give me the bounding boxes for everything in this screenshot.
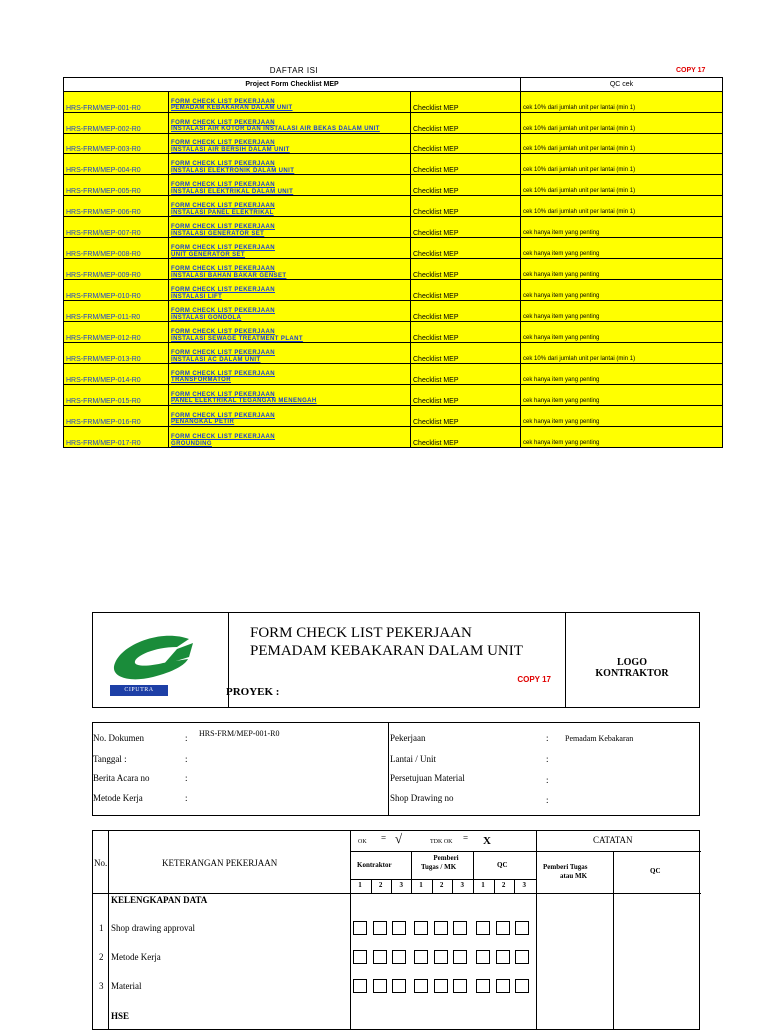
catatan-header: CATATAN — [593, 835, 633, 845]
berita-acara-colon: : — [185, 773, 188, 783]
toc-form-line1: FORM CHECK LIST PEKERJAAN — [171, 350, 276, 357]
toc-doc-code[interactable]: HRS-FRM/MEP-008-R0 — [64, 238, 169, 259]
toc-doc-code[interactable]: HRS-FRM/MEP-012-R0 — [64, 322, 169, 343]
toc-doc-code[interactable]: HRS-FRM/MEP-002-R0 — [64, 112, 169, 133]
no-dokumen-colon: : — [185, 733, 188, 743]
tdk-ok-label: TDK OK — [430, 839, 453, 845]
check-box[interactable] — [476, 950, 490, 964]
ok-label: OK — [358, 839, 367, 845]
toc-doc-code[interactable]: HRS-FRM/MEP-013-R0 — [64, 343, 169, 364]
check-box[interactable] — [515, 950, 529, 964]
toc-form-line1: FORM CHECK LIST PEKERJAAN — [171, 98, 276, 105]
logo-kontraktor-line2: KONTRAKTOR — [595, 668, 669, 679]
pekerjaan-label: Pekerjaan — [390, 733, 426, 743]
toc-form-line2: PENANGKAL PETIR — [171, 419, 235, 426]
check-box[interactable] — [515, 979, 529, 993]
logo-kontraktor-line1: LOGO — [616, 657, 647, 668]
pekerjaan-value: Pemadam Kebakaran — [565, 734, 634, 743]
toc-title: DAFTAR ISI — [269, 66, 319, 75]
ok-eq: = — [381, 833, 387, 843]
check-box[interactable] — [496, 979, 510, 993]
toc-qc-note: cek hanya item yang penting — [521, 384, 723, 405]
check-box[interactable] — [353, 979, 367, 993]
toc-form-line2: GROUNDING — [171, 440, 212, 447]
toc-category: Checklist MEP — [411, 405, 521, 426]
toc-row — [64, 238, 723, 259]
check-box[interactable] — [453, 950, 467, 964]
toc-category: Checklist MEP — [411, 301, 521, 322]
toc-form-line1: FORM CHECK LIST PEKERJAAN — [171, 182, 276, 189]
grid-line — [613, 851, 614, 1029]
item-label: Material — [111, 981, 142, 991]
toc-category: Checklist MEP — [411, 112, 521, 133]
berita-acara-label: Berita Acara no — [93, 773, 150, 783]
toc-qc-note: cek 10% dari jumlah unit per lantai (min 1) — [521, 196, 723, 217]
persetujuan-material-colon: : — [546, 775, 549, 785]
toc-form-link[interactable] — [169, 154, 411, 175]
kontraktor-header: Kontraktor — [357, 861, 392, 869]
toc-form-line1: FORM CHECK LIST PEKERJAAN — [171, 203, 276, 210]
toc-qc-note: cek hanya item yang penting — [521, 364, 723, 385]
grid-line — [452, 879, 453, 893]
form-title-line1: FORM CHECK LIST PEKERJAAN — [250, 625, 472, 641]
toc-doc-code[interactable]: HRS-FRM/MEP-009-R0 — [64, 259, 169, 280]
document-info-box — [92, 722, 700, 816]
sub-number: 3 — [399, 881, 403, 889]
sub-number: 2 — [501, 881, 506, 889]
toc-table — [63, 77, 723, 448]
toc-doc-code[interactable]: HRS-FRM/MEP-003-R0 — [64, 133, 169, 154]
sub-number: 3 — [460, 881, 464, 889]
grid-line — [494, 879, 495, 893]
toc-qc-note: cek 10% dari jumlah unit per lantai (min 1) — [521, 343, 723, 364]
toc-form-line2: INSTALASI GENERATOR SET — [171, 230, 265, 237]
check-box[interactable] — [414, 979, 428, 993]
toc-form-line2: INSTALASI SEWAGE TREATMENT PLANT — [171, 335, 303, 342]
toc-form-line1: FORM CHECK LIST PEKERJAAN — [171, 287, 276, 294]
toc-form-link[interactable] — [169, 426, 411, 447]
toc-form-link[interactable] — [169, 343, 411, 364]
toc-row — [64, 280, 723, 301]
toc-category: Checklist MEP — [411, 217, 521, 238]
toc-qc-note: cek hanya item yang penting — [521, 238, 723, 259]
catatan-pemberi-line2: atau MK — [560, 872, 588, 880]
toc-row — [64, 322, 723, 343]
toc-form-line2: INSTALASI AC DALAM UNIT — [171, 356, 261, 363]
check-box[interactable] — [496, 950, 510, 964]
toc-form-link[interactable] — [169, 238, 411, 259]
toc-category: Checklist MEP — [411, 364, 521, 385]
toc-qc-note: cek hanya item yang penting — [521, 259, 723, 280]
toc-doc-code[interactable]: HRS-FRM/MEP-016-R0 — [64, 405, 169, 426]
toc-qc-note: cek hanya item yang penting — [521, 405, 723, 426]
toc-header-row — [64, 78, 723, 92]
toc-form-line1: FORM CHECK LIST PEKERJAAN — [171, 140, 276, 147]
pemberi-tugas-line2: Tugas / MK — [421, 863, 457, 871]
toc-category: Checklist MEP — [411, 384, 521, 405]
sub-number: 2 — [378, 881, 383, 889]
toc-row — [64, 343, 723, 364]
check-box[interactable] — [496, 921, 510, 935]
checklist-table — [92, 830, 700, 1030]
toc-row — [64, 384, 723, 405]
info-divider — [388, 723, 389, 815]
toc-row — [64, 133, 723, 154]
pekerjaan-colon: : — [546, 733, 549, 743]
grid-line — [350, 879, 536, 880]
no-dokumen-value: HRS-FRM/MEP-001-R0 — [199, 729, 280, 738]
sub-number: 1 — [419, 881, 423, 889]
toc-doc-code[interactable]: HRS-FRM/MEP-014-R0 — [64, 364, 169, 385]
pemberi-tugas-line1: Pemberi — [433, 854, 459, 862]
grid-line — [391, 879, 392, 893]
toc-form-line1: FORM CHECK LIST PEKERJAAN — [171, 161, 276, 168]
sub-number: 2 — [439, 881, 444, 889]
item-number: 2 — [99, 952, 104, 962]
shop-drawing-label: Shop Drawing no — [390, 793, 454, 803]
form-header — [92, 612, 700, 708]
check-box[interactable] — [353, 950, 367, 964]
lantai-unit-label: Lantai / Unit — [390, 754, 436, 764]
company-logo-cell — [93, 613, 229, 707]
toc-form-line1: FORM CHECK LIST PEKERJAAN — [171, 329, 276, 336]
grid-line — [432, 879, 433, 893]
toc-row — [64, 426, 723, 447]
grid-line — [411, 851, 412, 893]
toc-category: Checklist MEP — [411, 154, 521, 175]
toc-qc-note: cek hanya item yang penting — [521, 217, 723, 238]
check-box[interactable] — [414, 950, 428, 964]
toc-form-link[interactable] — [169, 217, 411, 238]
catatan-pemberi-line1: Pemberi Tugas — [543, 863, 588, 871]
check-box[interactable] — [373, 950, 387, 964]
toc-doc-code[interactable]: HRS-FRM/MEP-017-R0 — [64, 426, 169, 447]
grid-line — [350, 851, 536, 852]
check-box[interactable] — [373, 921, 387, 935]
check-box[interactable] — [392, 921, 406, 935]
toc-header-qc: QC cek — [521, 78, 723, 92]
tdk-ok-eq: = — [463, 833, 469, 843]
toc-form-line2: TRANSFORMATOR — [171, 377, 231, 384]
catatan-qc-header: QC — [650, 867, 661, 875]
form-title-cell — [228, 613, 566, 707]
toc-category: Checklist MEP — [411, 322, 521, 343]
toc-doc-code[interactable]: HRS-FRM/MEP-004-R0 — [64, 154, 169, 175]
logo-kontraktor-cell — [565, 613, 699, 707]
persetujuan-material-label: Persetujuan Material — [390, 773, 465, 783]
keterangan-header: KETERANGAN PEKERJAAN — [162, 858, 278, 868]
toc-category: Checklist MEP — [411, 175, 521, 196]
form-title-line2: PEMADAM KEBAKARAN DALAM UNIT — [250, 643, 523, 659]
toc-form-line1: FORM CHECK LIST PEKERJAAN — [171, 224, 276, 231]
metode-kerja-colon: : — [185, 793, 188, 803]
grid-line — [93, 893, 701, 894]
toc-category: Checklist MEP — [411, 280, 521, 301]
item-number: 1 — [99, 923, 104, 933]
item-label: Metode Kerja — [111, 952, 161, 962]
toc-row — [64, 301, 723, 322]
check-box[interactable] — [434, 979, 448, 993]
toc-form-line1: FORM CHECK LIST PEKERJAAN — [171, 434, 276, 440]
grid-line — [514, 879, 515, 893]
grid-line — [536, 831, 537, 1029]
check-box[interactable] — [515, 921, 529, 935]
grid-line — [473, 851, 474, 893]
toc-form-link[interactable] — [169, 301, 411, 322]
toc-form-link[interactable] — [169, 322, 411, 343]
sub-number: 1 — [481, 881, 485, 889]
toc-category: Checklist MEP — [411, 196, 521, 217]
tdk-ok-x-symbol: X — [483, 835, 491, 847]
toc-form-link[interactable] — [169, 384, 411, 405]
toc-form-link[interactable] — [169, 364, 411, 385]
toc-qc-note: cek 10% dari jumlah unit per lantai (min 1) — [521, 154, 723, 175]
metode-kerja-label: Metode Kerja — [93, 793, 143, 803]
ok-check-symbol: √ — [395, 831, 403, 846]
sub-number: 3 — [522, 881, 526, 889]
toc-category: Checklist MEP — [411, 259, 521, 280]
toc-form-link[interactable] — [169, 405, 411, 426]
toc-copy-label: COPY 17 — [676, 67, 706, 74]
check-box[interactable] — [434, 950, 448, 964]
check-box[interactable] — [453, 979, 467, 993]
section-kelengkapan-data: KELENGKAPAN DATA — [111, 895, 208, 905]
toc-qc-note: cek 10% dari jumlah unit per lantai (min 1) — [521, 112, 723, 133]
toc-doc-code[interactable]: HRS-FRM/MEP-006-R0 — [64, 196, 169, 217]
toc-category: Checklist MEP — [411, 426, 521, 447]
toc-category: Checklist MEP — [411, 133, 521, 154]
check-box[interactable] — [414, 921, 428, 935]
toc-doc-code[interactable]: HRS-FRM/MEP-007-R0 — [64, 217, 169, 238]
toc-qc-note: cek 10% dari jumlah unit per lantai (min 1) — [521, 175, 723, 196]
toc-doc-code[interactable]: HRS-FRM/MEP-005-R0 — [64, 175, 169, 196]
toc-qc-note: cek hanya item yang penting — [521, 280, 723, 301]
check-box[interactable] — [373, 979, 387, 993]
no-header: No. — [94, 858, 108, 868]
toc-form-link[interactable] — [169, 133, 411, 154]
item-number: 3 — [99, 981, 104, 991]
check-box[interactable] — [392, 950, 406, 964]
toc-form-line1: FORM CHECK LIST PEKERJAAN — [171, 308, 276, 315]
check-box[interactable] — [453, 921, 467, 935]
toc-form-line2: UNIT GENERATOR SET — [171, 251, 245, 258]
toc-doc-code[interactable]: HRS-FRM/MEP-015-R0 — [64, 384, 169, 405]
toc-row — [64, 112, 723, 133]
toc-form-line2: PANEL ELEKTRIKAL TEGANGAN MENENGAH — [171, 398, 317, 405]
toc-row — [64, 196, 723, 217]
toc-qc-note: cek 10% dari jumlah unit per lantai (min 1) — [521, 133, 723, 154]
toc-row — [64, 154, 723, 175]
toc-form-line2: INSTALASI BAHAN BAKAR GENSET — [171, 272, 287, 279]
toc-form-line2: INSTALASI AIR KOTOR DAN INSTALASI AIR BEKAS DALAM UNIT — [171, 126, 380, 133]
ciputra-badge: CIPUTRA — [110, 685, 168, 696]
toc-row — [64, 217, 723, 238]
toc-row — [64, 259, 723, 280]
toc-form-link[interactable] — [169, 175, 411, 196]
toc-doc-code[interactable]: HRS-FRM/MEP-001-R0 — [64, 91, 169, 112]
toc-form-line1: FORM CHECK LIST PEKERJAAN — [171, 119, 276, 126]
check-box[interactable] — [476, 979, 490, 993]
logo-kontraktor-text — [565, 657, 699, 679]
no-dokumen-label: No. Dokumen — [93, 733, 144, 743]
sub-number: 1 — [358, 881, 362, 889]
item-label: Shop drawing approval — [111, 923, 195, 933]
toc-form-line1: FORM CHECK LIST PEKERJAAN — [171, 370, 276, 377]
grid-line — [536, 851, 701, 852]
toc-form-line1: FORM CHECK LIST PEKERJAAN — [171, 245, 276, 252]
toc-form-link[interactable] — [169, 280, 411, 301]
grid-line — [108, 831, 109, 1029]
toc-form-line2: INSTALASI ELEKTRIKAL DALAM UNIT — [171, 188, 294, 195]
tanggal-colon: : — [185, 754, 188, 764]
toc-form-line2: PEMADAM KEBAKARAN DALAM UNIT — [171, 105, 293, 112]
toc-form-link[interactable] — [169, 259, 411, 280]
grid-line — [350, 831, 351, 1029]
lantai-unit-colon: : — [546, 754, 549, 764]
toc-row — [64, 91, 723, 112]
toc-form-link[interactable] — [169, 91, 411, 112]
toc-doc-code[interactable]: HRS-FRM/MEP-010-R0 — [64, 280, 169, 301]
toc-form-line2: INSTALASI LIFT — [171, 293, 223, 300]
check-box[interactable] — [392, 979, 406, 993]
tanggal-label: Tanggal : — [93, 754, 127, 764]
toc-category: Checklist MEP — [411, 343, 521, 364]
proyek-label: PROYEK : — [226, 686, 280, 698]
check-box[interactable] — [353, 921, 367, 935]
toc-row — [64, 364, 723, 385]
toc-form-line1: FORM CHECK LIST PEKERJAAN — [171, 266, 276, 273]
toc-qc-note: cek hanya item yang penting — [521, 426, 723, 447]
toc-form-link[interactable] — [169, 112, 411, 133]
toc-qc-note: cek hanya item yang penting — [521, 301, 723, 322]
toc-form-line1: FORM CHECK LIST PEKERJAAN — [171, 391, 276, 398]
toc-row — [64, 175, 723, 196]
toc-doc-code[interactable]: HRS-FRM/MEP-011-R0 — [64, 301, 169, 322]
toc-form-line2: INSTALASI AIR BERSIH DALAM UNIT — [171, 146, 290, 153]
toc-form-line2: INSTALASI PANEL ELEKTRIKAL — [171, 209, 274, 216]
toc-qc-note: cek hanya item yang penting — [521, 322, 723, 343]
toc-form-line2: INSTALASI GONDOLA — [171, 314, 242, 321]
toc-category: Checklist MEP — [411, 91, 521, 112]
form-copy-label: COPY 17 — [517, 675, 551, 684]
toc-category: Checklist MEP — [411, 238, 521, 259]
shop-drawing-colon: : — [546, 795, 549, 805]
toc-qc-note: cek 10% dari jumlah unit per lantai (min 1) — [521, 91, 723, 112]
check-box[interactable] — [476, 921, 490, 935]
grid-line — [371, 879, 372, 893]
toc-body — [64, 91, 723, 447]
section-hse: HSE — [111, 1011, 130, 1021]
toc-row — [64, 405, 723, 426]
toc-form-line2: INSTALASI ELEKTRONIK DALAM UNIT — [171, 167, 295, 174]
toc-form-link[interactable] — [169, 196, 411, 217]
toc-header-project-form: Project Form Checklist MEP — [64, 78, 521, 92]
check-box[interactable] — [434, 921, 448, 935]
qc-header: QC — [497, 861, 508, 869]
toc-form-line1: FORM CHECK LIST PEKERJAAN — [171, 412, 276, 419]
